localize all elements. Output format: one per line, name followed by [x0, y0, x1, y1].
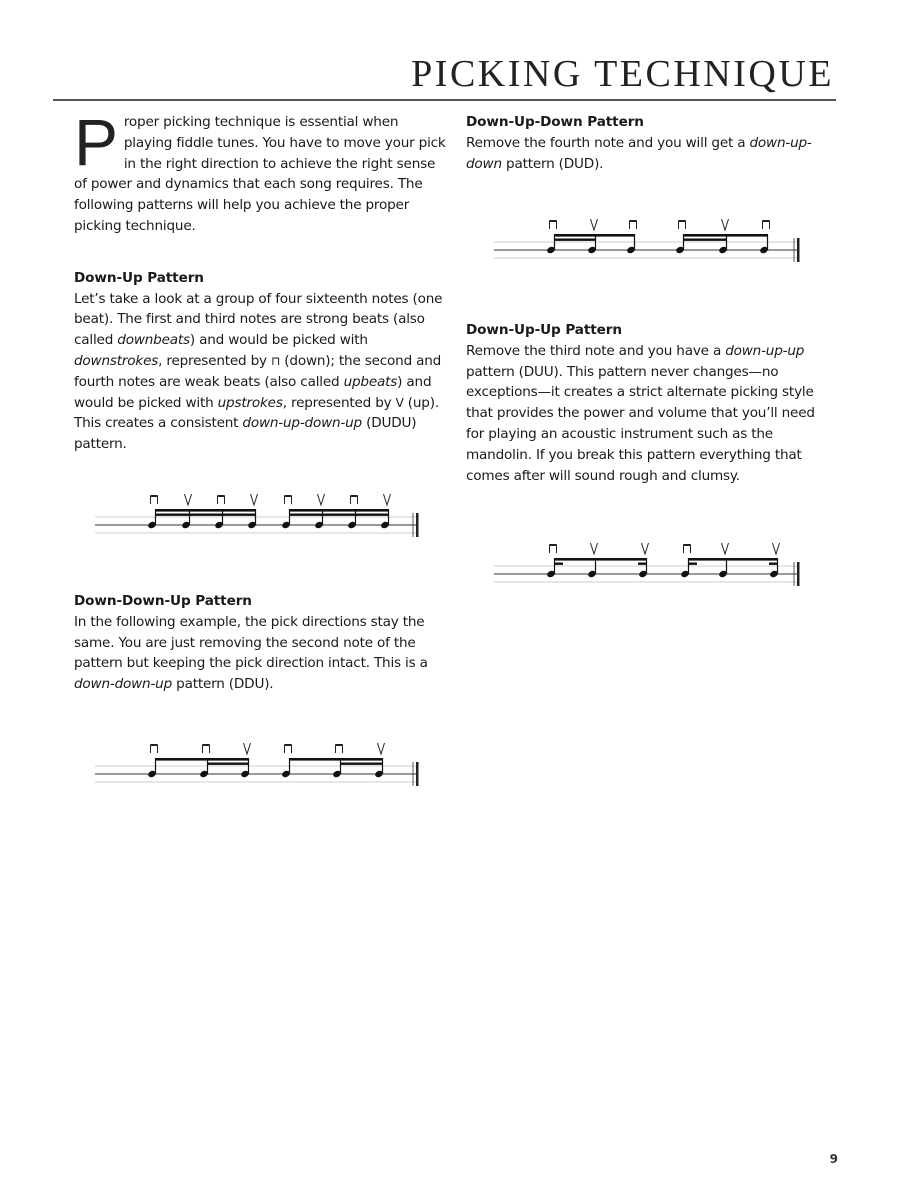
text-run: Remove the third note and you have a	[466, 342, 726, 359]
secondary-beam	[289, 514, 389, 516]
drop-cap: P	[74, 105, 118, 179]
text-run: ) and would be picked with	[189, 332, 368, 349]
downstroke-bar	[550, 544, 557, 546]
downstroke-icon	[218, 496, 225, 504]
partial-beam	[554, 563, 563, 565]
downstroke-icon	[203, 745, 210, 753]
downstroke-bar	[151, 495, 158, 497]
italic-run: down-up-down-up	[242, 415, 362, 432]
downstroke-bar	[285, 744, 292, 746]
text-run: , represented by	[158, 352, 272, 369]
downstroke-bar	[336, 744, 343, 746]
partial-beam	[769, 563, 778, 565]
barline-thick	[416, 513, 419, 537]
upstroke-icon	[722, 219, 729, 230]
downstroke-bar	[550, 220, 557, 222]
primary-beam	[289, 509, 389, 512]
text-run: pattern (DUU). This pattern never changes—no exceptions—it creates a strict alternate picking style that provides the power and volume that you’ll need for playing an acoustic instrument such as the mandolin. If you break this pattern everything that comes after will sound rough and clumsy.	[466, 363, 815, 484]
example-down-up-up-staff	[494, 535, 806, 595]
secondary-beam	[683, 239, 727, 241]
downstroke-icon	[684, 545, 691, 553]
downstroke-icon	[679, 221, 686, 229]
paragraph-down-up-up	[466, 341, 836, 487]
intro-text: roper picking technique is essential when playing fiddle tunes. You have to move your pick in the right direction to achieve the right sense of power and dynamics that each song requires. The following patterns will help you achieve the proper picking technique.	[74, 114, 446, 234]
barline-thick	[416, 762, 419, 786]
downstroke-icon	[351, 496, 358, 504]
example-down-down-up-staff	[95, 735, 425, 795]
page-number: 9	[829, 1152, 838, 1166]
right-column-lower	[466, 320, 836, 486]
text-run: , represented by	[282, 394, 396, 411]
downstroke-symbol-icon: ⊓	[271, 353, 281, 368]
barline-thick	[797, 562, 800, 586]
upstroke-icon	[318, 494, 325, 505]
italic-run: upbeats	[343, 373, 398, 390]
downstroke-bar	[285, 495, 292, 497]
downstroke-bar	[218, 495, 225, 497]
upstroke-icon	[244, 743, 251, 754]
italic-run: down-down-up	[74, 676, 173, 693]
right-column	[466, 112, 836, 174]
example-down-up-staff	[95, 486, 425, 546]
italic-run: downbeats	[117, 332, 190, 349]
paragraph-down-up-down	[466, 133, 836, 175]
text-run: (down); the second and fourth notes are weak beats (also called	[74, 352, 442, 390]
upstroke-icon	[185, 494, 192, 505]
text-run: pattern (DDU).	[172, 676, 274, 693]
page-title: PICKING TECHNIQUE	[411, 53, 834, 95]
primary-beam	[688, 558, 778, 561]
heading-down-up-up: Down-Up-Up Pattern	[466, 322, 622, 338]
upstroke-icon	[384, 494, 391, 505]
barline-thick	[797, 238, 800, 262]
upstroke-icon	[591, 543, 598, 554]
downstroke-bar	[203, 744, 210, 746]
text-run: In the following example, the pick directions stay the same. You are just removing the second note of the pattern but keeping the pick direction intact. This is a	[74, 613, 428, 672]
downstroke-icon	[550, 221, 557, 229]
title-rule	[53, 99, 836, 101]
downstroke-icon	[285, 496, 292, 504]
primary-beam	[289, 758, 383, 761]
text-run: (DUDU) pattern.	[74, 415, 417, 453]
upstroke-icon	[378, 743, 385, 754]
paragraph-down-up	[74, 289, 450, 455]
downstroke-bar	[351, 495, 358, 497]
partial-beam	[638, 563, 647, 565]
text-run: Let’s take a look at a group of four sixteenth notes (one beat). The first and third notes are strong beats (also called	[74, 290, 443, 349]
primary-beam	[554, 558, 647, 561]
italic-run: upstrokes	[217, 394, 283, 411]
primary-beam	[155, 509, 256, 512]
downstroke-bar	[630, 220, 637, 222]
text-run: pattern (DUD).	[501, 155, 604, 172]
downstroke-bar	[684, 544, 691, 546]
text-run: ) and would be picked with	[74, 373, 432, 411]
primary-beam	[554, 234, 635, 237]
downstroke-icon	[285, 745, 292, 753]
secondary-beam	[554, 239, 596, 241]
text-run: Remove the fourth note and you will get a	[466, 134, 750, 151]
downstroke-icon	[630, 221, 637, 229]
upstroke-symbol-icon: V	[395, 395, 404, 410]
downstroke-icon	[763, 221, 770, 229]
paragraph-down-down-up	[74, 612, 450, 695]
upstroke-icon	[722, 543, 729, 554]
example-down-up-down-staff	[494, 211, 806, 271]
heading-down-up-down: Down-Up-Down Pattern	[466, 114, 644, 130]
downstroke-bar	[679, 220, 686, 222]
upstroke-icon	[591, 219, 598, 230]
partial-beam	[688, 563, 697, 565]
primary-beam	[155, 758, 249, 761]
secondary-beam	[207, 763, 249, 765]
intro-paragraph	[74, 105, 450, 237]
upstroke-icon	[251, 494, 258, 505]
upstroke-icon	[773, 543, 780, 554]
primary-beam	[683, 234, 768, 237]
downstroke-bar	[763, 220, 770, 222]
text-run: (up). This creates a consistent	[74, 394, 439, 432]
upstroke-icon	[642, 543, 649, 554]
italic-run: downstrokes	[74, 352, 159, 369]
downstroke-bar	[151, 744, 158, 746]
secondary-beam	[155, 514, 256, 516]
left-column-lower	[74, 591, 450, 695]
downstroke-icon	[550, 545, 557, 553]
downstroke-icon	[336, 745, 343, 753]
heading-down-up: Down-Up Pattern	[74, 269, 204, 286]
downstroke-icon	[151, 745, 158, 753]
italic-run: down-up-up	[725, 342, 805, 359]
left-column	[74, 105, 450, 455]
secondary-beam	[340, 763, 383, 765]
italic-run: down-up-down	[466, 134, 812, 172]
heading-down-down-up: Down-Down-Up Pattern	[74, 593, 252, 609]
downstroke-icon	[151, 496, 158, 504]
